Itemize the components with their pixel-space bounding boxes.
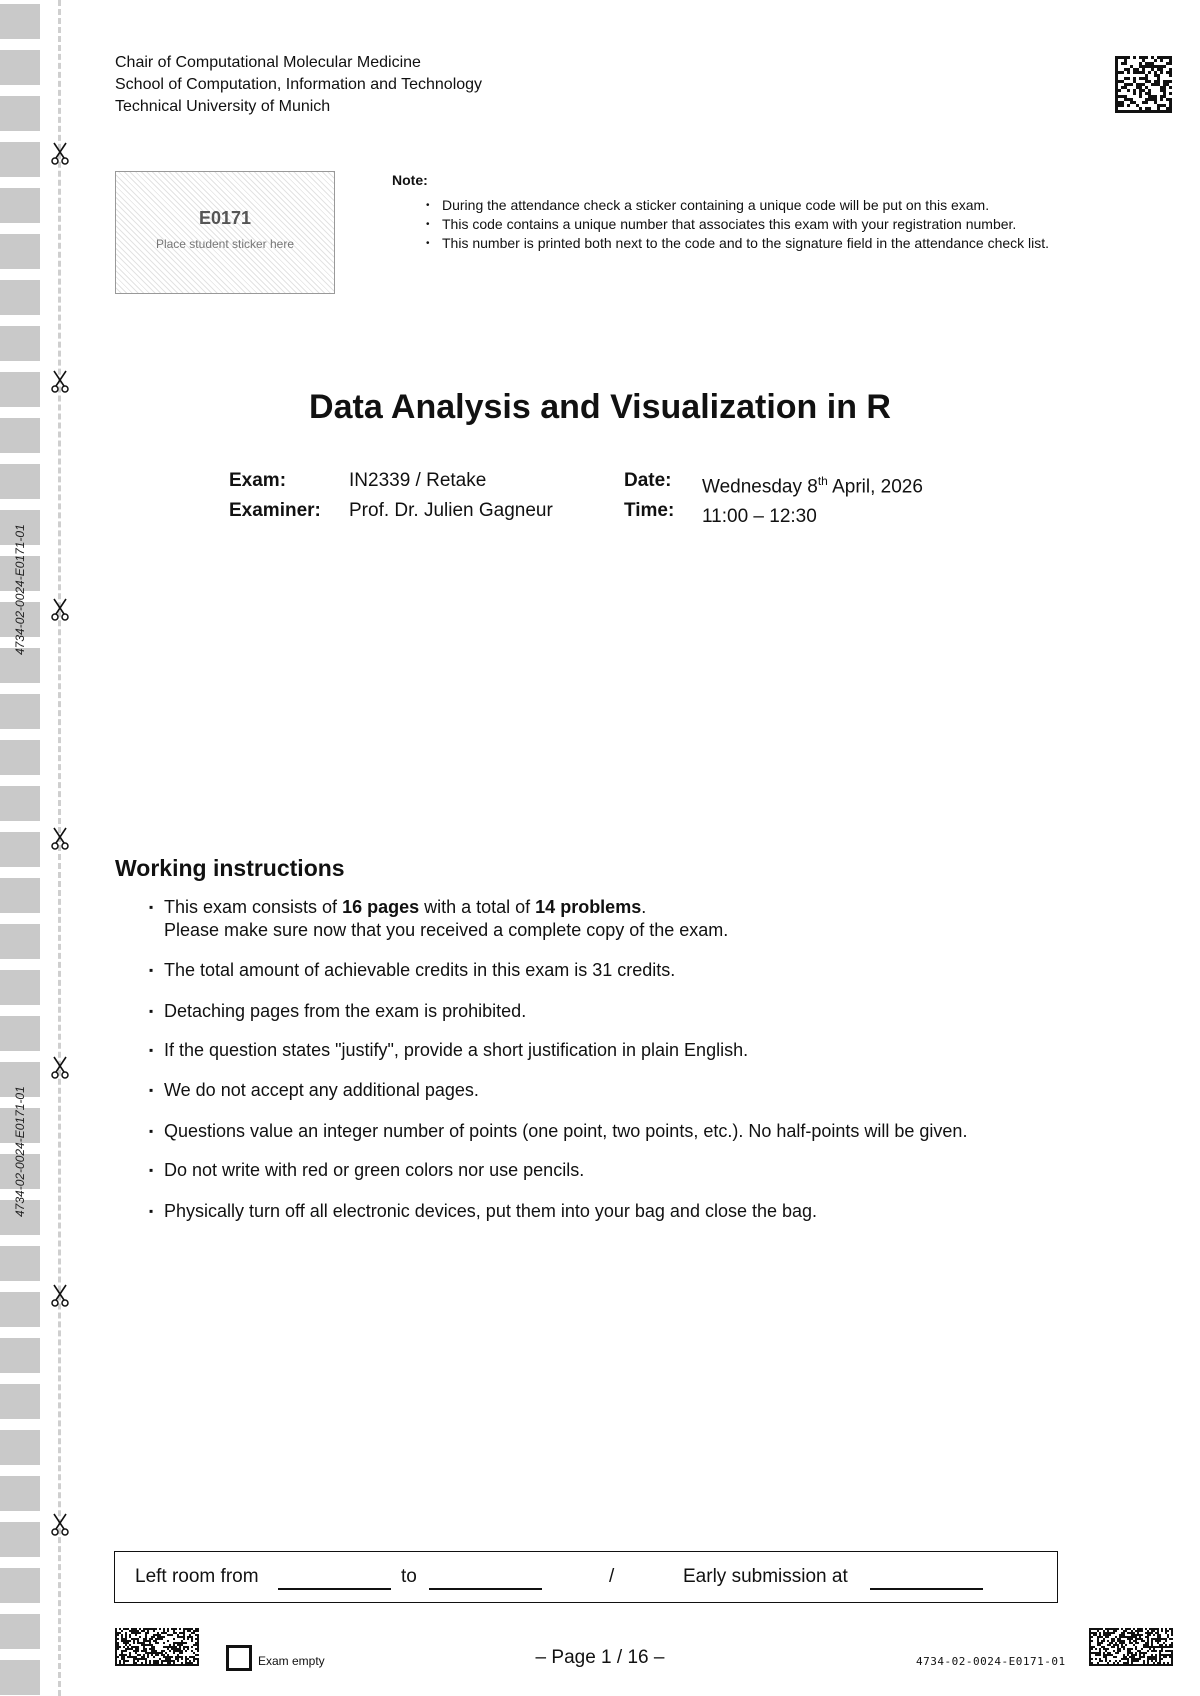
early-submission-label: Early submission at xyxy=(683,1566,848,1587)
perforation-cell xyxy=(0,1246,40,1281)
qr-code-icon xyxy=(1115,56,1172,113)
note-item: • During the attendance check a sticker containing a unique code will be put on this exam. xyxy=(442,196,1062,215)
page-number: – Page 1 / 16 – xyxy=(535,1647,665,1668)
barcode-icon xyxy=(1089,1628,1173,1666)
instruction-item: ▪ Physically turn off all electronic devices, put them into your bag and close the bag. xyxy=(150,1200,1090,1223)
exam-label: Exam: xyxy=(229,470,287,491)
instruction-item: ▪ If the question states "justify", provide a short justification in plain English. xyxy=(150,1039,1090,1062)
note-title: Note: xyxy=(392,172,428,188)
exam-empty-label: Exam empty xyxy=(258,1654,325,1668)
perforation-strip xyxy=(0,0,41,1696)
exam-meta-values xyxy=(349,466,553,526)
side-exam-code: 4734-02-0024-E0171-01 xyxy=(13,524,27,655)
scissors-icon xyxy=(50,598,70,622)
instruction-item: ▪ Questions value an integer number of points (one point, two points, etc.). No half-points will be given. xyxy=(150,1120,1090,1143)
scissors-icon xyxy=(50,827,70,851)
institution-header xyxy=(115,52,482,118)
to-label: to xyxy=(401,1566,417,1587)
perforation-cell xyxy=(0,786,40,821)
date-label: Date: xyxy=(624,470,672,491)
perforation-cell xyxy=(0,1292,40,1327)
student-sticker-area xyxy=(115,171,335,294)
time-label: Time: xyxy=(624,500,675,521)
instruction-item: ▪ We do not accept any additional pages. xyxy=(150,1079,1090,1102)
exam-meta-labels xyxy=(229,466,321,526)
left-room-to-field[interactable] xyxy=(429,1588,542,1590)
instruction-item: ▪ Detaching pages from the exam is prohibited. xyxy=(150,1000,1090,1023)
scissors-icon xyxy=(50,1513,70,1537)
examiner-label: Examiner: xyxy=(229,500,321,521)
perforation-cell xyxy=(0,832,40,867)
left-room-label: Left room from xyxy=(135,1566,259,1587)
left-room-from-field[interactable] xyxy=(278,1588,391,1590)
sticker-hint: Place student sticker here xyxy=(155,237,295,251)
side-exam-code: 4734-02-0024-E0171-01 xyxy=(13,1086,27,1217)
perforation-cell xyxy=(0,878,40,913)
perforation-cell xyxy=(0,970,40,1005)
perforation-cell xyxy=(0,280,40,315)
exam-title: Data Analysis and Visualization in R xyxy=(309,388,891,426)
perforation-cell xyxy=(0,1568,40,1603)
perforation-cell xyxy=(0,142,40,177)
perforation-cell xyxy=(0,326,40,361)
left-room-box xyxy=(114,1551,1058,1603)
page-id: 4734-02-0024-E0171-01 xyxy=(916,1655,1066,1668)
working-instructions-list xyxy=(150,896,1090,1223)
date-time-labels xyxy=(624,466,674,526)
time-value: 11:00 – 12:30 xyxy=(702,506,817,528)
exam-value: IN2339 / Retake xyxy=(349,470,487,491)
perforation-cell xyxy=(0,924,40,959)
note-box xyxy=(392,172,1062,253)
date-value: Wednesday 8th April, 2026 xyxy=(702,474,923,498)
perforation-cell xyxy=(0,1522,40,1557)
scissors-icon xyxy=(50,1056,70,1080)
note-item: • This code contains a unique number that associates this exam with your registration number. xyxy=(442,215,1062,234)
institution-university: Technical University of Munich xyxy=(115,98,331,115)
examiner-value: Prof. Dr. Julien Gagneur xyxy=(349,500,553,521)
perforation-cell xyxy=(0,1614,40,1649)
perforation-cell xyxy=(0,96,40,131)
slash-separator: / xyxy=(609,1566,615,1587)
perforation-cell xyxy=(0,1430,40,1465)
institution-school: School of Computation, Information and Technology xyxy=(115,76,483,93)
perforation-cell xyxy=(0,188,40,223)
perforation-cell xyxy=(0,4,40,39)
sticker-code: E0171 xyxy=(198,208,252,228)
date-time-values xyxy=(702,466,923,532)
perforation-cell xyxy=(0,50,40,85)
early-submission-field[interactable] xyxy=(870,1588,983,1590)
note-item: • This number is printed both next to the code and to the signature field in the attendance check list. xyxy=(442,234,1062,253)
instruction-item: ▪ The total amount of achievable credits in this exam is 31 credits. xyxy=(150,959,1090,982)
working-instructions-title: Working instructions xyxy=(115,855,345,881)
scissors-icon xyxy=(50,142,70,166)
instruction-item: ▪ This exam consists of 16 pages with a total of 14 problems. Please make sure now that you received a complete copy of the exam. xyxy=(150,896,1090,942)
perforation-cell xyxy=(0,740,40,775)
perforation-cell xyxy=(0,1384,40,1419)
perforation-cell xyxy=(0,694,40,729)
perforation-cell xyxy=(0,234,40,269)
perforation-cell xyxy=(0,1338,40,1373)
scissors-icon xyxy=(50,1284,70,1308)
institution-chair: Chair of Computational Molecular Medicine xyxy=(115,54,421,71)
instruction-item: ▪ Do not write with red or green colors nor use pencils. xyxy=(150,1159,1090,1182)
perforation-cell xyxy=(0,1476,40,1511)
